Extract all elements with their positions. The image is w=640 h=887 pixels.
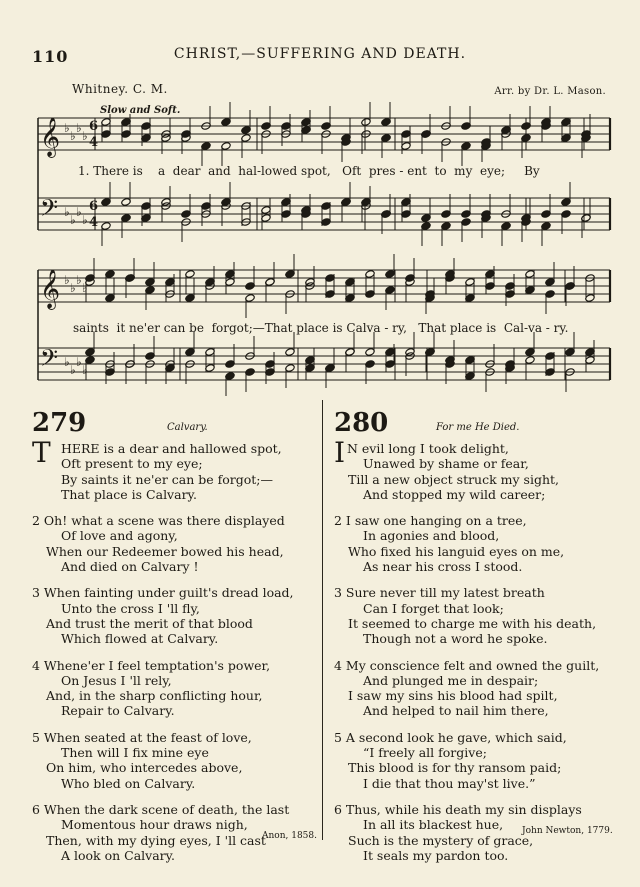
lyrics-line-2: saints it ne'er can be forgot;—That place is Calva - ry, That place is Cal-va - ry. (73, 321, 569, 335)
verse-line: Repair to Calvary. (61, 703, 175, 719)
stanza (334, 513, 634, 574)
verse-line: 5 When seated at the feast of love, (32, 729, 252, 745)
verse-line: Though not a word he spoke. (363, 631, 548, 647)
verse-line: And plunged me in despair; (363, 672, 539, 688)
tune-name: Whitney. C. M. (72, 82, 168, 96)
flat-icon: ♭ (76, 205, 82, 219)
flat-icon: ♭ (82, 213, 88, 227)
hymn-stanzas (32, 436, 332, 874)
verse-line: When our Redeemer bowed his head, (46, 543, 284, 559)
verse-line: Oft present to my eye; (61, 456, 203, 472)
bass-clef-icon: 𝄢 (40, 344, 59, 377)
flat-icon: ♭ (64, 121, 70, 135)
verse-line: Which flowed at Calvary. (61, 631, 219, 647)
verse-line: “I freely all forgive; (363, 745, 487, 761)
music-score (0, 0, 640, 400)
hymn-title: For me He Died. (436, 422, 520, 433)
stanza (334, 658, 634, 719)
verse-line: 3 Sure never till my latest breath (334, 585, 545, 601)
verse-line: As near his cross I stood. (363, 559, 523, 575)
hymn-number: 280 (334, 408, 389, 438)
verse-line: On Jesus I 'll rely, (61, 672, 172, 688)
verse-line: That place is Calvary. (61, 486, 197, 502)
stanza (334, 730, 634, 791)
flat-icon: ♭ (76, 121, 82, 135)
verse-line: It seals my pardon too. (363, 847, 509, 863)
verse-line: I N evil long I took delight, (334, 436, 509, 469)
flat-icon: ♭ (76, 355, 82, 369)
verse-line: Unawed by shame or fear, (363, 456, 529, 472)
flat-icon: ♭ (76, 273, 82, 287)
verse-line: On him, who intercedes above, (46, 760, 243, 776)
verse-line: Then, with my dying eyes, I 'll cast (46, 832, 266, 848)
verse-line: Till a new object struck my sight, (348, 471, 560, 487)
verse-line: 2 Oh! what a scene was there displayed (32, 513, 285, 529)
verse-line: Who fixed his languid eyes on me, (348, 543, 565, 559)
lyrics-line-1: 1. There is a dear and hal-lowed spot, Oft pres - ent to my eye; By (78, 164, 540, 178)
verse-line: 3 When fainting under guilt's dread load, (32, 585, 294, 601)
time-signature: 4 (89, 135, 99, 150)
tune-arranger: Arr. by Dr. L. Mason. (494, 86, 606, 97)
flat-icon: ♭ (64, 355, 70, 369)
verse-line: 6 When the dark scene of death, the last (32, 801, 290, 817)
verse-line: I saw my sins his blood had spilt, (348, 688, 558, 704)
stanza (334, 436, 634, 502)
stanza (334, 585, 634, 646)
verse-line: 6 Thus, while his death my sin displays (334, 801, 582, 817)
verse-line: 4 My conscience felt and owned the guilt, (334, 657, 600, 673)
verse-line: And helped to nail him there, (363, 703, 549, 719)
tempo-marking: Slow and Soft. (100, 105, 181, 116)
verse-line: Of love and agony, (61, 528, 178, 544)
flat-icon: ♭ (70, 363, 76, 377)
verse-line: In agonies and blood, (363, 528, 500, 544)
verse-line: By saints it ne'er can be forgot;— (61, 471, 274, 487)
drop-cap: T (32, 436, 51, 469)
hymn-title: Calvary. (167, 422, 208, 433)
flat-icon: ♭ (64, 273, 70, 287)
verse-line: Can I forget that look; (363, 600, 504, 616)
verse-line: It seemed to charge me with his death, (348, 615, 597, 631)
stanza (32, 585, 332, 646)
verse-line: I die that thou may'st live.” (363, 775, 536, 791)
verse-line: Who bled on Calvary. (61, 775, 196, 791)
time-signature: 4 (89, 215, 99, 230)
verse-line: And stopped my wild career; (363, 486, 546, 502)
verse-line: This blood is for thy ransom paid; (348, 760, 562, 776)
time-signature: 6 (89, 199, 99, 214)
verse-line: Unto the cross I 'll fly, (61, 600, 200, 616)
verse-line: In all its blackest hue, (363, 817, 504, 833)
time-signature: 6 (89, 119, 99, 134)
verse-line: 2 I saw one hanging on a tree, (334, 513, 527, 529)
stanza (32, 513, 332, 574)
hymn-attribution: John Newton, 1779. (522, 826, 613, 836)
verse-line: T HERE is a dear and hallowed spot, (32, 436, 282, 469)
flat-icon: ♭ (70, 129, 76, 143)
verse-line: Then will I fix mine eye (61, 745, 209, 761)
drop-cap: I (334, 436, 346, 469)
section-title: CHRIST,—SUFFERING AND DEATH. (173, 46, 467, 62)
column-divider (322, 400, 323, 840)
treble-clef-icon: 𝄞 (40, 117, 61, 157)
flat-icon: ♭ (70, 281, 76, 295)
hymn-number: 279 (32, 408, 87, 438)
flat-icon: ♭ (70, 213, 76, 227)
verse-line: A look on Calvary. (61, 847, 176, 863)
flat-icon: ♭ (82, 363, 88, 377)
verse-line: And died on Calvary ! (61, 559, 199, 575)
verse-line: And, in the sharp conflicting hour, (46, 688, 263, 704)
hymn-attribution: Anon, 1858. (262, 831, 317, 841)
treble-clef-icon: 𝄞 (40, 269, 61, 309)
verse-line: 5 A second look he gave, which said, (334, 729, 567, 745)
verse-line: Momentous hour draws nigh, (61, 817, 248, 833)
verse-line: 4 Whene'er I feel temptation's power, (32, 657, 271, 673)
bass-clef-icon: 𝄢 (40, 194, 59, 227)
verse-line: Such is the mystery of grace, (348, 832, 534, 848)
hymn-stanzas (334, 436, 634, 874)
flat-icon: ♭ (82, 129, 88, 143)
verse-line: And trust the merit of that blood (46, 615, 253, 631)
flat-icon: ♭ (64, 205, 70, 219)
stanza (32, 436, 332, 502)
flat-icon: ♭ (82, 281, 88, 295)
stanza (32, 658, 332, 719)
page-number: 110 (32, 47, 69, 66)
stanza (32, 730, 332, 791)
